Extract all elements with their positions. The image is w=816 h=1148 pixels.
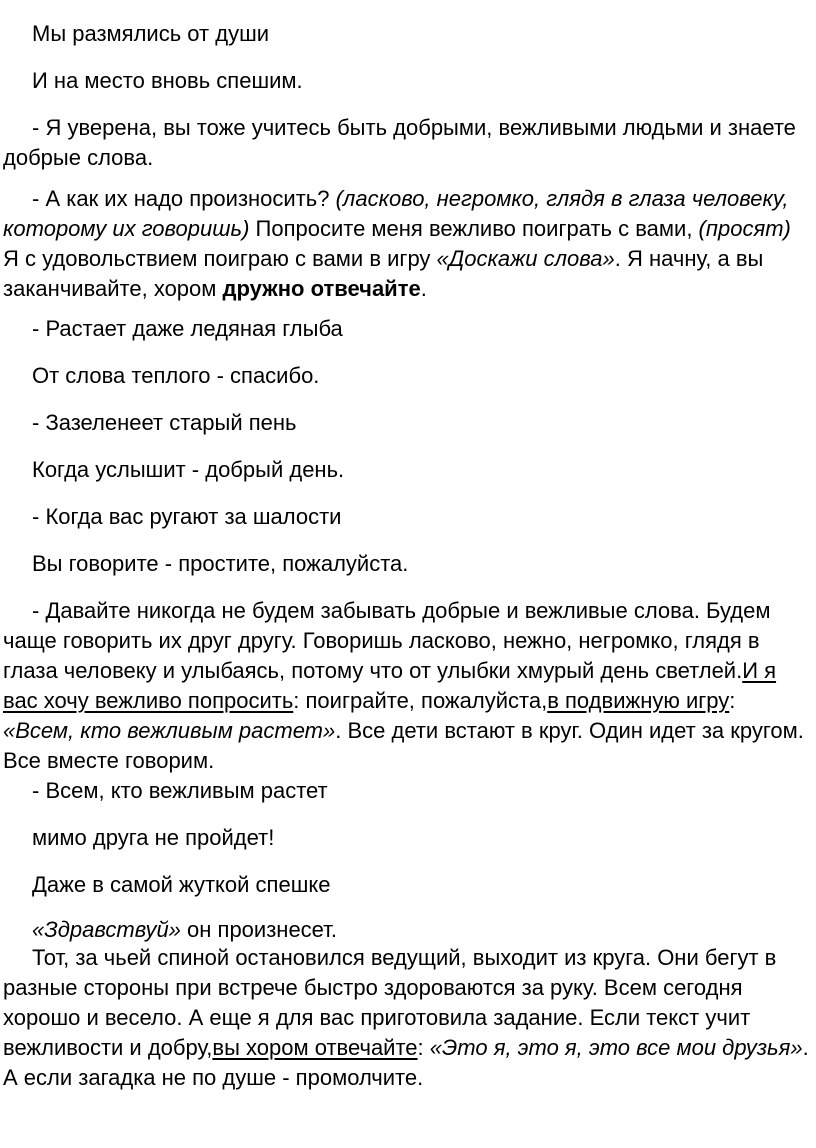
p11-underline-b: И я вас хочу вежливо попросить bbox=[3, 658, 777, 713]
p4-text-a: - А как их надо произносить? bbox=[32, 186, 336, 211]
p4-italic-b: (ласково, негромко, глядя в глаза человеку, которому их говоришь) bbox=[3, 186, 789, 241]
p15-italic-a: «Здравствуй» bbox=[32, 917, 181, 942]
p16-text-c: : bbox=[417, 1035, 430, 1060]
paragraph-9: - Когда вас ругают за шалости bbox=[32, 504, 342, 529]
paragraph-6: От слова теплого - спасибо. bbox=[32, 363, 320, 388]
p4-italic-d: (просят) bbox=[698, 216, 791, 241]
paragraph-5: - Растает даже ледяная глыба bbox=[32, 316, 343, 341]
paragraph-13: мимо друга не пройдет! bbox=[32, 825, 275, 850]
p4-text-g: . Я начну, а вы заканчивайте, хором bbox=[3, 246, 764, 301]
paragraph-3: - Я уверена, вы тоже учитесь быть добрыми, вежливыми людьми и знаете добрые слова. bbox=[3, 115, 796, 170]
p16-text-e: . А если загадка не по душе - промолчите. bbox=[3, 1035, 809, 1090]
paragraph-4 bbox=[3, 184, 811, 304]
paragraph-12: - Всем, кто вежливым растет bbox=[32, 778, 328, 803]
p4-bold-h: дружно отвечайте bbox=[222, 276, 421, 301]
p4-text-i: . bbox=[420, 276, 427, 301]
p11-text-e: : bbox=[729, 688, 736, 713]
p11-text-c: : поиграйте, пожалуйста, bbox=[293, 688, 548, 713]
paragraph-15 bbox=[3, 915, 811, 945]
p11-text-g: . Все дети встают в круг. Один идет за кругом. Все вместе говорим. bbox=[3, 718, 804, 773]
p15-text-b: он произнесет. bbox=[180, 917, 337, 942]
p16-underline-b: вы хором отвечайте bbox=[212, 1035, 418, 1060]
p4-text-c: Попросите меня вежливо поиграть с вами, bbox=[249, 216, 699, 241]
paragraph-16 bbox=[3, 943, 811, 1093]
p11-text-a: - Давайте никогда не будем забывать добрые и вежливые слова. Будем чаще говорить их друг другу. Говоришь ласково, нежно, негромко, глядя в глаза человеку и улыбаясь, потому что от улыбки хмурый день светлей. bbox=[3, 598, 771, 683]
paragraph-7: - Зазеленеет старый пень bbox=[32, 410, 297, 435]
p11-underline-d: в подвижную игру bbox=[547, 688, 730, 713]
paragraph-1: Мы размялись от души bbox=[32, 21, 270, 46]
p11-italic-game-name: «Всем, кто вежливым растет» bbox=[3, 718, 336, 743]
paragraph-2: И на место вновь спешим. bbox=[32, 68, 303, 93]
paragraph-14: Даже в самой жуткой спешке bbox=[32, 872, 331, 897]
p4-text-e: Я с удовольствием поиграю с вами в игру bbox=[3, 246, 437, 271]
paragraph-8: Когда услышит - добрый день. bbox=[32, 457, 345, 482]
p4-italic-game-name: «Доскажи слова» bbox=[436, 246, 615, 271]
paragraph-11 bbox=[3, 596, 811, 776]
paragraph-10: Вы говорите - простите, пожалуйста. bbox=[32, 551, 409, 576]
p16-italic-d: «Это я, это я, это все мои друзья» bbox=[429, 1035, 803, 1060]
p16-text-a: Тот, за чьей спиной остановился ведущий, выходит из круга. Они бегут в разные стороны при встрече быстро здороваются за руку. Всем сегодня хорошо и весело. А еще я для вас приготовила задание. Если текст учит вежливости и добру, bbox=[3, 945, 777, 1060]
